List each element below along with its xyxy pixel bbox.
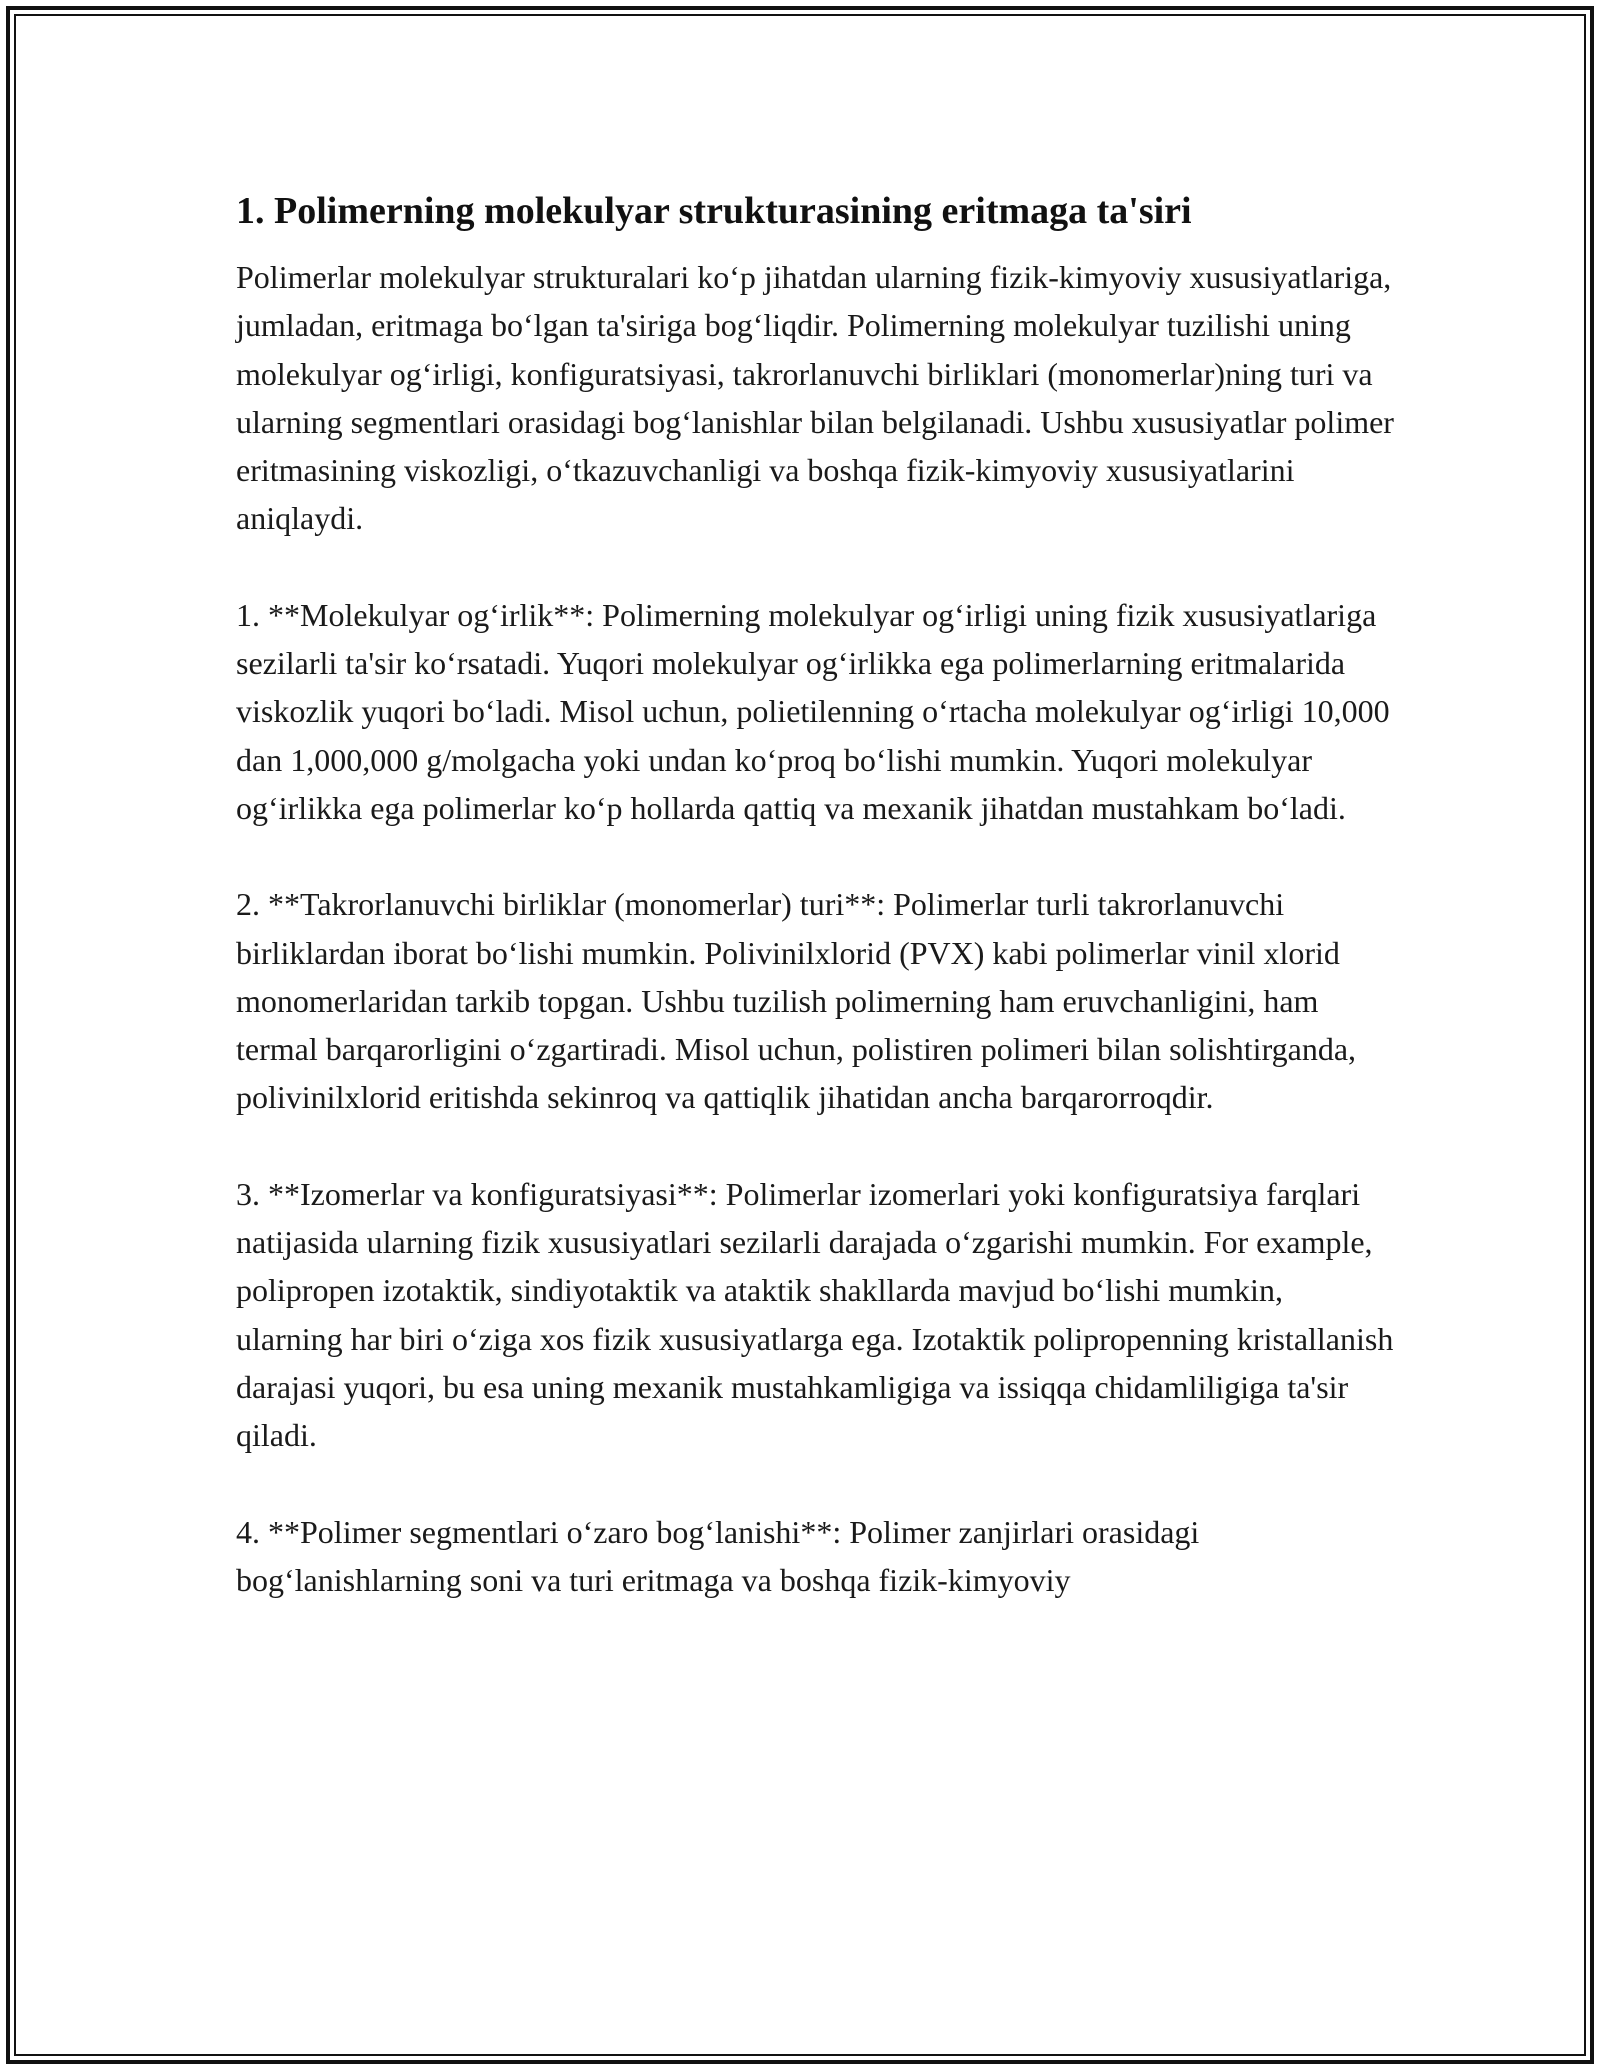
segment-bonding-paragraph: 4. **Polimer segmentlari oʻzaro bogʻlanishi**: Polimer zanjirlari orasidagi bogʻlanishlarning soni va turi eritmaga va boshqa fizik-kimyoviy [236,1513,1200,1598]
isomers-paragraph: 3. **Izomerlar va konfiguratsiyasi**: Polimerlar izomerlari yoki konfiguratsiya farqlari natijasida ularning fizik xususiyatlari sezilarli darajada oʻzgarishi mumkin. For example, polipropen izotaktik, sindiyotaktik va ataktik shakllarda mavjud boʻlishi mumkin, ularning har biri oʻziga xos fizik xususiyatlarga ega. Izotaktik polipropenning kristallanish darajasi yuqori, bu esa uning mexanik mustahkamligiga va issiqqa chidamliligiga ta'sir qiladi. [236,1175,1394,1454]
molecular-weight-paragraph: 1. **Molekulyar ogʻirlik**: Polimerning molekulyar ogʻirligi uning fizik xususiyatlariga sezilarli ta'sir koʻrsatadi. Yuqori molekulyar ogʻirlikka ega polimerlarning eritmalarida viskozlik yuqori boʻladi. Misol uchun, polietilenning oʻrtacha molekulyar ogʻirligi 10,000 dan 1,000,000 g/molgacha yoki undan koʻproq boʻlishi mumkin. Yuqori molekulyar ogʻirlikka ega polimerlar koʻp hollarda qattiq va mexanik jihatdan mustahkam boʻladi. [236,596,1390,826]
repeating-units-paragraph: 2. **Takrorlanuvchi birliklar (monomerlar) turi**: Polimerlar turli takrorlanuvchi birliklardan iborat boʻlishi mumkin. Polivinilxlorid (PVX) kabi polimerlar vinil xlorid monomerlaridan tarkib topgan. Ushbu tuzilish polimerning ham eruvchanligini, ham termal barqarorligini oʻzgartiradi. Misol uchun, polistiren polimeri bilan solishtirganda, polivinilxlorid eritishda sekinroq va qattiqlik jihatidan ancha barqarorroqdir. [236,886,1357,1116]
section-heading: 1. Polimerning molekulyar strukturasining eritmaga ta'siri [236,190,1192,232]
document-body [236,185,1396,1652]
intro-paragraph: Polimerlar molekulyar strukturalari koʻp jihatdan ularning fizik-kimyoviy xususiyatlariga, jumladan, eritmaga boʻlgan ta'siriga bogʻliqdir. Polimerning molekulyar tuzilishi uning molekulyar ogʻirligi, konfiguratsiyasi, takrorlanuvchi birliklari (monomerlar)ning turi va ularning segmentlari orasidagi bogʻlanishlar bilan belgilanadi. Ushbu xususiyatlar polimer eritmasining viskozligi, oʻtkazuvchanligi va boshqa fizik-kimyoviy xususiyatlarini aniqlaydi. [236,259,1394,537]
